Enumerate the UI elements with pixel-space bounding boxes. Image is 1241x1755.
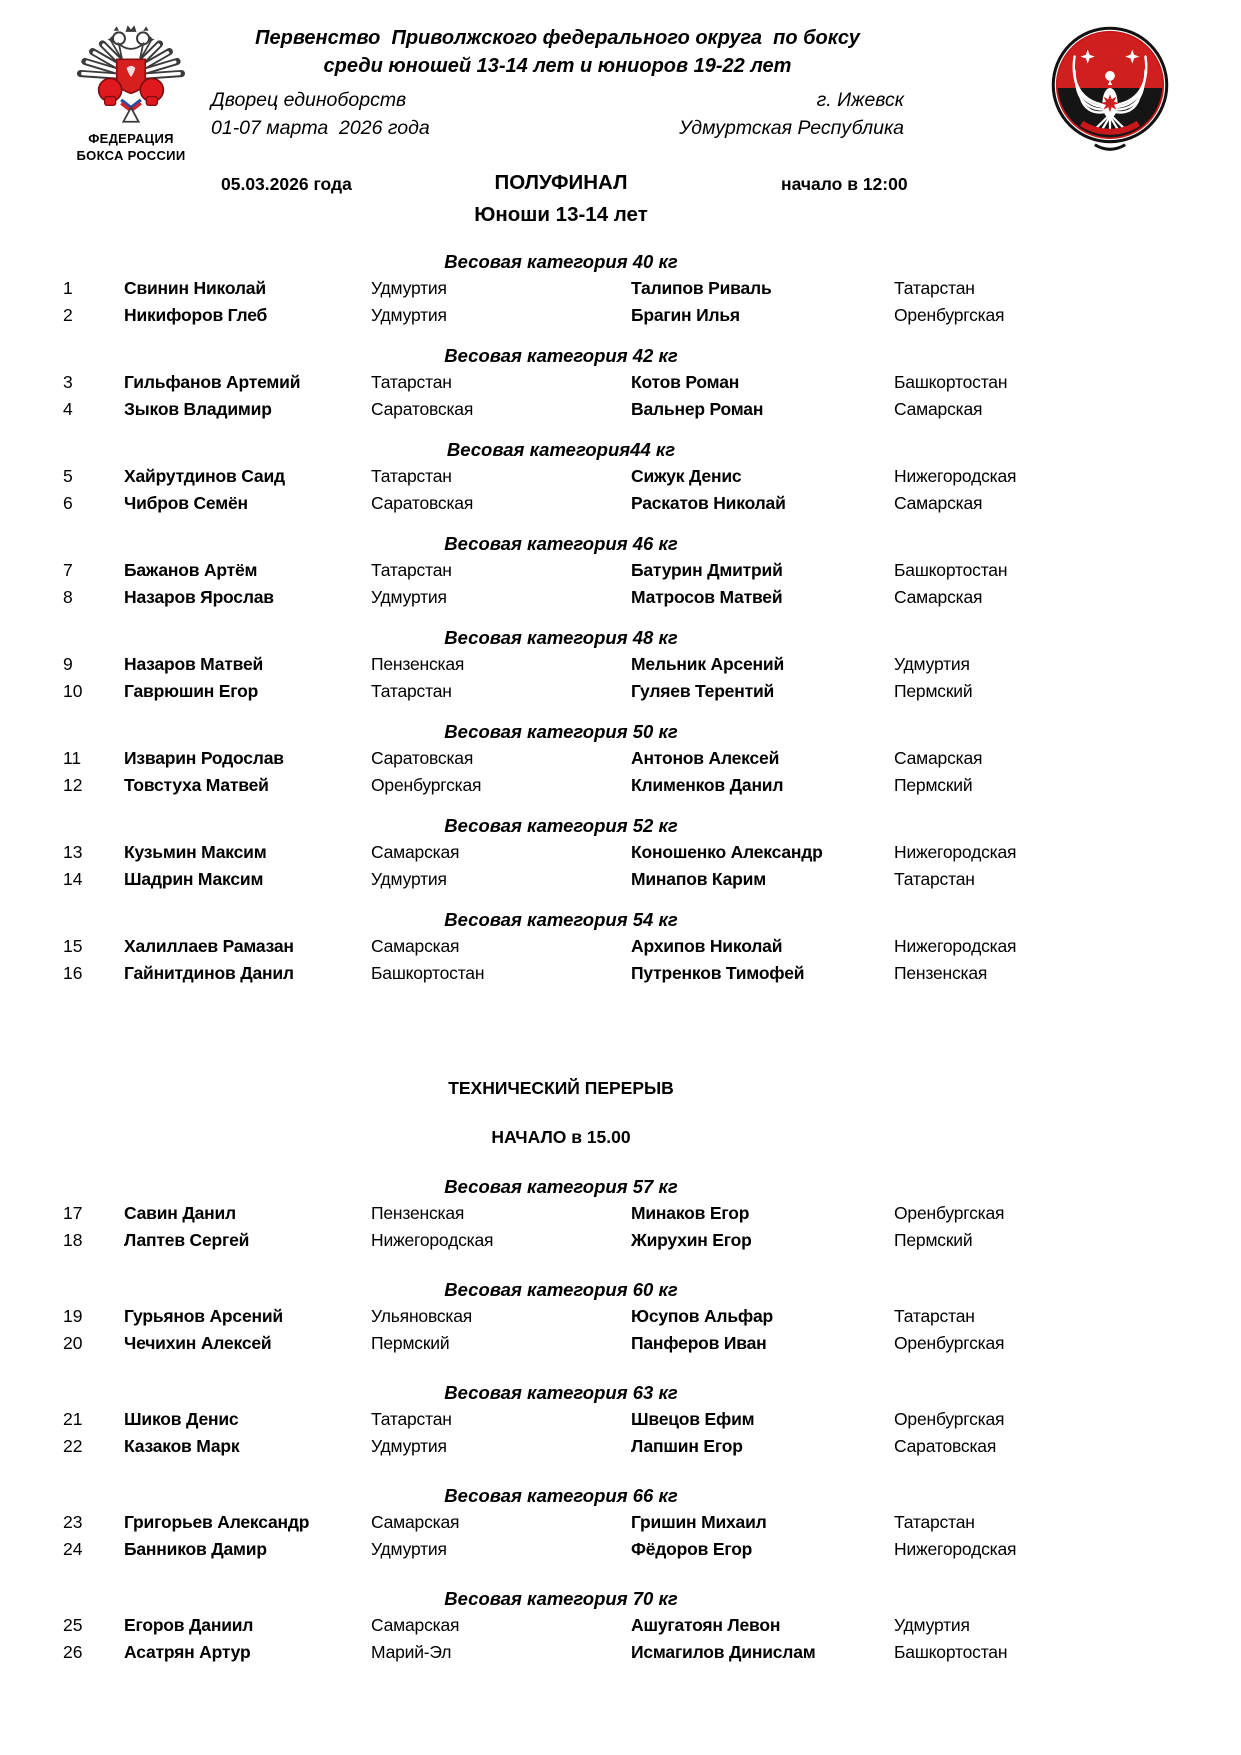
blue-corner-name: Минапов Карим: [631, 869, 766, 889]
host-region: Удмуртская Республика: [679, 117, 904, 139]
blue-corner-name: Талипов Риваль: [631, 278, 772, 298]
red-corner-name: Гурьянов Арсений: [124, 1306, 283, 1326]
bout-row: [56, 1303, 1066, 1330]
bout-number: 7: [63, 560, 73, 580]
tournament-title-line1: Первенство Приволжского федерального округа по боксу: [255, 27, 860, 49]
red-corner-region: Удмуртия: [371, 587, 447, 607]
bout-number: 26: [63, 1642, 83, 1662]
weight-category: [56, 906, 1066, 987]
session-date: 05.03.2026 года: [221, 174, 352, 194]
weight-category: [56, 248, 1066, 329]
blue-corner-region: Нижегородская: [894, 466, 1017, 486]
blue-corner-name: Вальнер Роман: [631, 399, 764, 419]
weight-category-title: Весовая категория 70 кг: [444, 1588, 678, 1609]
red-corner-region: Удмуртия: [371, 278, 447, 298]
red-corner-region: Самарская: [371, 936, 460, 956]
bout-row: [56, 1639, 1066, 1666]
blue-corner-name: Коношенко Александр: [631, 842, 823, 862]
eight-point-star-icon: [1101, 94, 1119, 112]
bout-number: 11: [63, 748, 82, 768]
blue-corner-region: Нижегородская: [894, 842, 1017, 862]
bout-number: 4: [63, 399, 73, 419]
header-text-block: [206, 22, 1016, 142]
red-corner-name: Изварин Родослав: [124, 748, 284, 768]
blue-corner-name: Ашугатоян Левон: [631, 1615, 781, 1635]
weight-category-title: Весовая категория 42 кг: [444, 345, 678, 366]
red-corner-name: Чечихин Алексей: [124, 1333, 272, 1353]
blue-corner-region: Башкортостан: [894, 560, 1008, 580]
blue-corner-name: Путренков Тимофей: [631, 963, 805, 983]
bout-number: 2: [63, 305, 73, 325]
weight-category: [56, 530, 1066, 611]
weight-category: [56, 1276, 1066, 1357]
bout-row: [56, 557, 1066, 584]
blue-corner-region: Оренбургская: [894, 305, 1005, 325]
bout-number: 8: [63, 587, 73, 607]
blue-corner-name: Архипов Николай: [631, 936, 783, 956]
session-start-time: начало в 12:00: [781, 174, 908, 194]
weight-category-title: Весовая категория 46 кг: [444, 533, 678, 554]
bout-number: 17: [63, 1203, 83, 1223]
red-corner-region: Самарская: [371, 842, 460, 862]
blue-corner-name: Минаков Егор: [631, 1203, 750, 1223]
red-corner-name: Зыков Владимир: [124, 399, 272, 419]
red-corner-region: Саратовская: [371, 748, 474, 768]
udmurtia-coat-of-arms-icon: [1034, 22, 1186, 154]
boxing-federation-logo: [56, 22, 206, 163]
red-corner-region: Башкортостан: [371, 963, 485, 983]
weight-category: [56, 342, 1066, 423]
blue-corner-region: Оренбургская: [894, 1203, 1005, 1223]
red-corner-region: Самарская: [371, 1615, 460, 1635]
weight-category: [56, 812, 1066, 893]
blue-corner-region: Пермский: [894, 775, 973, 795]
red-corner-region: Татарстан: [371, 372, 452, 392]
red-corner-name: Кузьмин Максим: [124, 842, 267, 862]
blue-corner-name: Котов Роман: [631, 372, 740, 392]
blue-corner-region: Самарская: [894, 493, 983, 513]
blue-corner-region: Нижегородская: [894, 1539, 1017, 1559]
bout-row: [56, 584, 1066, 611]
red-corner-name: Хайрутдинов Саид: [124, 466, 285, 486]
bout-number: 12: [63, 775, 83, 795]
blue-corner-region: Самарская: [894, 587, 983, 607]
blue-corner-name: Мельник Арсений: [631, 654, 785, 674]
red-corner-region: Марий-Эл: [371, 1642, 452, 1662]
red-corner-region: Оренбургская: [371, 775, 482, 795]
bout-number: 3: [63, 372, 73, 392]
weight-category: [56, 436, 1066, 517]
bout-row: [56, 463, 1066, 490]
blue-corner-name: Раскатов Николай: [631, 493, 786, 513]
bout-number: 20: [63, 1333, 83, 1353]
red-corner-region: Татарстан: [371, 681, 452, 701]
document-header: [56, 22, 1186, 163]
session-header: [56, 171, 1066, 199]
bout-row: [56, 1509, 1066, 1536]
weight-category-title: Весовая категория 63 кг: [444, 1382, 678, 1403]
blue-corner-name: Антонов Алексей: [631, 748, 780, 768]
blue-corner-region: Самарская: [894, 399, 983, 419]
blue-corner-region: Пермский: [894, 681, 973, 701]
bout-row: [56, 772, 1066, 799]
schedule-body: [56, 171, 1066, 1666]
bout-row: [56, 1612, 1066, 1639]
bout-row: [56, 651, 1066, 678]
blue-corner-region: Пензенская: [894, 963, 988, 983]
red-corner-region: Татарстан: [371, 466, 452, 486]
bout-number: 10: [63, 681, 83, 701]
blue-corner-region: Башкортостан: [894, 372, 1008, 392]
session-1-morning: [56, 248, 1066, 987]
break-block: [56, 1075, 1066, 1151]
red-corner-region: Удмуртия: [371, 869, 447, 889]
blue-corner-name: Клименков Данил: [631, 775, 784, 795]
weight-category-title: Весовая категория 50 кг: [444, 721, 678, 742]
blue-corner-name: Гришин Михаил: [631, 1512, 767, 1532]
bout-row: [56, 275, 1066, 302]
weight-category: [56, 718, 1066, 799]
red-corner-name: Савин Данил: [124, 1203, 236, 1223]
blue-corner-region: Татарстан: [894, 1306, 975, 1326]
weight-category-title: Весовая категория 57 кг: [444, 1176, 678, 1197]
blue-corner-region: Удмуртия: [894, 654, 970, 674]
blue-corner-name: Лапшин Егор: [631, 1436, 743, 1456]
red-corner-name: Чибров Семён: [124, 493, 248, 513]
bout-row: [56, 302, 1066, 329]
red-corner-region: Удмуртия: [371, 1436, 447, 1456]
red-corner-name: Назаров Матвей: [124, 654, 264, 674]
blue-corner-name: Швецов Ефим: [631, 1409, 755, 1429]
blue-corner-region: Татарстан: [894, 869, 975, 889]
red-corner-region: Нижегородская: [371, 1230, 494, 1250]
bout-row: [56, 1406, 1066, 1433]
red-corner-region: Ульяновская: [371, 1306, 473, 1326]
double-headed-eagle-icon: [65, 22, 197, 124]
session-2-afternoon: [56, 1173, 1066, 1666]
blue-corner-region: Оренбургская: [894, 1409, 1005, 1429]
bout-number: 24: [63, 1539, 83, 1559]
crown-icon: [126, 25, 137, 32]
red-corner-name: Назаров Ярослав: [124, 587, 274, 607]
red-corner-name: Свинин Николай: [124, 278, 266, 298]
red-corner-name: Егоров Даниил: [124, 1615, 254, 1635]
blue-corner-region: Нижегородская: [894, 936, 1017, 956]
federation-caption-line2: БОКСА РОССИИ: [76, 148, 186, 163]
red-corner-region: Саратовская: [371, 493, 474, 513]
bout-number: 18: [63, 1230, 83, 1250]
weight-category-title: Весовая категория 52 кг: [444, 815, 678, 836]
bout-list: [56, 248, 1066, 1666]
blue-corner-name: Исмагилов Динислам: [631, 1642, 816, 1662]
bout-number: 23: [63, 1512, 83, 1532]
blue-corner-region: Оренбургская: [894, 1333, 1005, 1353]
red-corner-region: Удмуртия: [371, 1539, 447, 1559]
federation-caption-line1: ФЕДЕРАЦИЯ: [88, 131, 174, 146]
bout-row: [56, 866, 1066, 893]
blue-corner-region: Саратовская: [894, 1436, 997, 1456]
blue-corner-name: Сижук Денис: [631, 466, 742, 486]
red-corner-region: Татарстан: [371, 560, 452, 580]
red-corner-region: Пензенская: [371, 654, 465, 674]
red-corner-name: Гаврюшин Егор: [124, 681, 259, 701]
udmurtia-emblem: [1016, 22, 1186, 154]
bout-row: [56, 369, 1066, 396]
red-corner-name: Гильфанов Артемий: [124, 372, 301, 392]
bout-number: 25: [63, 1615, 83, 1635]
blue-corner-name: Батурин Дмитрий: [631, 560, 783, 580]
red-corner-name: Григорьев Александр: [124, 1512, 310, 1532]
age-group-title: Юноши 13-14 лет: [474, 203, 648, 226]
bout-row: [56, 396, 1066, 423]
venue: Дворец единоборств: [211, 89, 407, 111]
weight-category: [56, 1379, 1066, 1460]
bout-number: 19: [63, 1306, 83, 1326]
bout-row: [56, 745, 1066, 772]
red-corner-region: Самарская: [371, 1512, 460, 1532]
red-corner-region: Саратовская: [371, 399, 474, 419]
bout-row: [56, 1200, 1066, 1227]
bout-row: [56, 1227, 1066, 1254]
bout-row: [56, 1536, 1066, 1563]
blue-corner-region: Татарстан: [894, 1512, 975, 1532]
bout-row: [56, 933, 1066, 960]
bout-number: 15: [63, 936, 83, 956]
weight-category: [56, 1173, 1066, 1254]
blue-corner-region: Татарстан: [894, 278, 975, 298]
red-corner-name: Лаптев Сергей: [124, 1230, 250, 1250]
bout-row: [56, 839, 1066, 866]
tournament-dates: 01-07 марта 2026 года: [211, 117, 430, 139]
blue-corner-region: Башкортостан: [894, 1642, 1008, 1662]
bout-number: 13: [63, 842, 83, 862]
weight-category-title: Весовая категория 66 кг: [444, 1485, 678, 1506]
blue-corner-name: Панферов Иван: [631, 1333, 767, 1353]
blue-corner-name: Гуляев Терентий: [631, 681, 775, 701]
red-corner-region: Пермский: [371, 1333, 450, 1353]
bout-row: [56, 1330, 1066, 1357]
bout-row: [56, 490, 1066, 517]
red-corner-region: Татарстан: [371, 1409, 452, 1429]
weight-category-title: Весовая категория 54 кг: [444, 909, 678, 930]
tournament-title-line2: среди юношей 13-14 лет и юниоров 19-22 лет: [323, 55, 792, 77]
red-corner-name: Банников Дамир: [124, 1539, 267, 1559]
red-corner-name: Товстуха Матвей: [124, 775, 269, 795]
red-corner-name: Халиллаев Рамазан: [124, 936, 294, 956]
bout-number: 6: [63, 493, 73, 513]
technical-break-label: ТЕХНИЧЕСКИЙ ПЕРЕРЫВ: [448, 1078, 674, 1098]
weight-category-title: Весовая категория 60 кг: [444, 1279, 678, 1300]
weight-category-title: Весовая категория 40 кг: [444, 251, 678, 272]
red-corner-name: Асатрян Артур: [124, 1642, 251, 1662]
weight-category-title: Весовая категория44 кг: [446, 439, 676, 460]
blue-corner-name: Фёдоров Егор: [631, 1539, 753, 1559]
bout-row: [56, 960, 1066, 987]
red-corner-region: Пензенская: [371, 1203, 465, 1223]
red-corner-name: Никифоров Глеб: [124, 305, 268, 325]
bout-number: 21: [63, 1409, 83, 1429]
bout-row: [56, 1433, 1066, 1460]
bout-number: 16: [63, 963, 83, 983]
red-corner-name: Казаков Марк: [124, 1436, 240, 1456]
bout-number: 9: [63, 654, 73, 674]
second-session-start-label: НАЧАЛО в 15.00: [491, 1127, 631, 1147]
blue-corner-name: Юсупов Альфар: [631, 1306, 774, 1326]
blue-corner-region: Пермский: [894, 1230, 973, 1250]
blue-corner-region: Самарская: [894, 748, 983, 768]
blue-corner-name: Матросов Матвей: [631, 587, 783, 607]
red-corner-name: Гайнитдинов Данил: [124, 963, 294, 983]
stage-title: ПОЛУФИНАЛ: [494, 171, 628, 194]
bout-number: 14: [63, 869, 83, 889]
red-corner-name: Шадрин Максим: [124, 869, 264, 889]
red-corner-region: Удмуртия: [371, 305, 447, 325]
blue-corner-region: Удмуртия: [894, 1615, 970, 1635]
blue-corner-name: Жирухин Егор: [631, 1230, 752, 1250]
weight-category: [56, 624, 1066, 705]
weight-category: [56, 1585, 1066, 1666]
red-corner-name: Шиков Денис: [124, 1409, 239, 1429]
weight-category: [56, 1482, 1066, 1563]
bout-row: [56, 678, 1066, 705]
bout-number: 5: [63, 466, 73, 486]
bout-number: 22: [63, 1436, 83, 1456]
blue-corner-name: Брагин Илья: [631, 305, 740, 325]
host-city: г. Ижевск: [816, 89, 904, 111]
bout-number: 1: [63, 278, 73, 298]
red-corner-name: Бажанов Артём: [124, 560, 258, 580]
weight-category-title: Весовая категория 48 кг: [444, 627, 678, 648]
